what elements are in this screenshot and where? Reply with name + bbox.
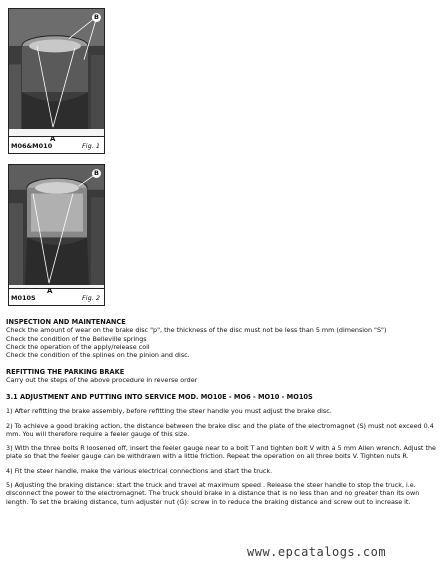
figure-1-code: M06&M010 xyxy=(11,142,53,150)
adjustment-section xyxy=(6,393,436,506)
figure-1 xyxy=(8,8,105,154)
figure-1-caption: Fig. 1 xyxy=(82,142,100,150)
inspection-line: Check the condition of the splines on the pinion and disc. xyxy=(6,351,190,360)
refitting-section xyxy=(6,368,436,385)
inspection-line: Check the condition of the Belleville springs xyxy=(6,334,147,343)
inspection-line: Check the operation of the apply/release coil xyxy=(6,342,150,351)
figure-2-caption: Fig. 2 xyxy=(82,294,100,302)
figure-2-label-a: A xyxy=(47,287,53,295)
inspection-heading: INSPECTION AND MAINTENANCE xyxy=(6,318,126,326)
figure-2 xyxy=(8,164,105,306)
watermark-text: www.epcatalogs.com xyxy=(247,545,387,559)
adjustment-paragraph: 1) After refitting the brake assembly, before refitting the steer handle you must adjust the brake disc. xyxy=(6,407,332,416)
adjustment-heading: 3.1 ADJUSTMENT AND PUTTING INTO SERVICE MOD. MO10E - MO6 - MO10 - MO10S xyxy=(6,393,313,401)
figure-1-label-b: B xyxy=(92,13,101,22)
adjustment-paragraph: 5) Adjusting the braking distance: start the truck and travel at maximum speed . Release the steer handle to stop the truck, i.e. disconnect the power to the electromagnet. The truck should brake in a distance that is no less than and no greater than its own length. To set the braking distance, turn adjuster nut (G): screw in to reduce the braking distance and screw out to increase it. xyxy=(6,481,420,506)
figure-1-photo xyxy=(9,9,104,129)
refitting-text: Carry out the steps of the above procedure in reverse order xyxy=(6,376,198,385)
refitting-heading: REFITTING THE PARKING BRAKE xyxy=(6,368,125,376)
figure-2-code: M010S xyxy=(11,294,36,302)
adjustment-paragraph: 4) Fit the steer handle, make the various electrical connections and start the truck. xyxy=(6,466,273,475)
inspection-section xyxy=(6,318,436,359)
figure-1-label-a: A xyxy=(50,135,56,143)
figure-2-photo xyxy=(9,165,104,285)
inspection-line: Check the amount of wear on the brake disc "p", the thickness of the disc must not be less than 5 mm (dimension "S") xyxy=(6,326,387,335)
figure-2-label-b: B xyxy=(92,169,101,178)
adjustment-paragraph: 2) To achieve a good braking action, the distance between the brake disc and the plate of the electromagnet (S) must not exceed 0.4 mm. You will therefore require a feeler gauge of this size. xyxy=(6,421,434,438)
adjustment-paragraph: 3) With the three bolts R loosened off, insert the feeler gauge near to a bolt T and tighten bolt V with a 5 mm Allen wrench. Adjust the plate so that the feeler gauge can be withdrawn with a little friction. Repeat the operation on all three bolts V. Tighten nuts R. xyxy=(6,444,436,461)
